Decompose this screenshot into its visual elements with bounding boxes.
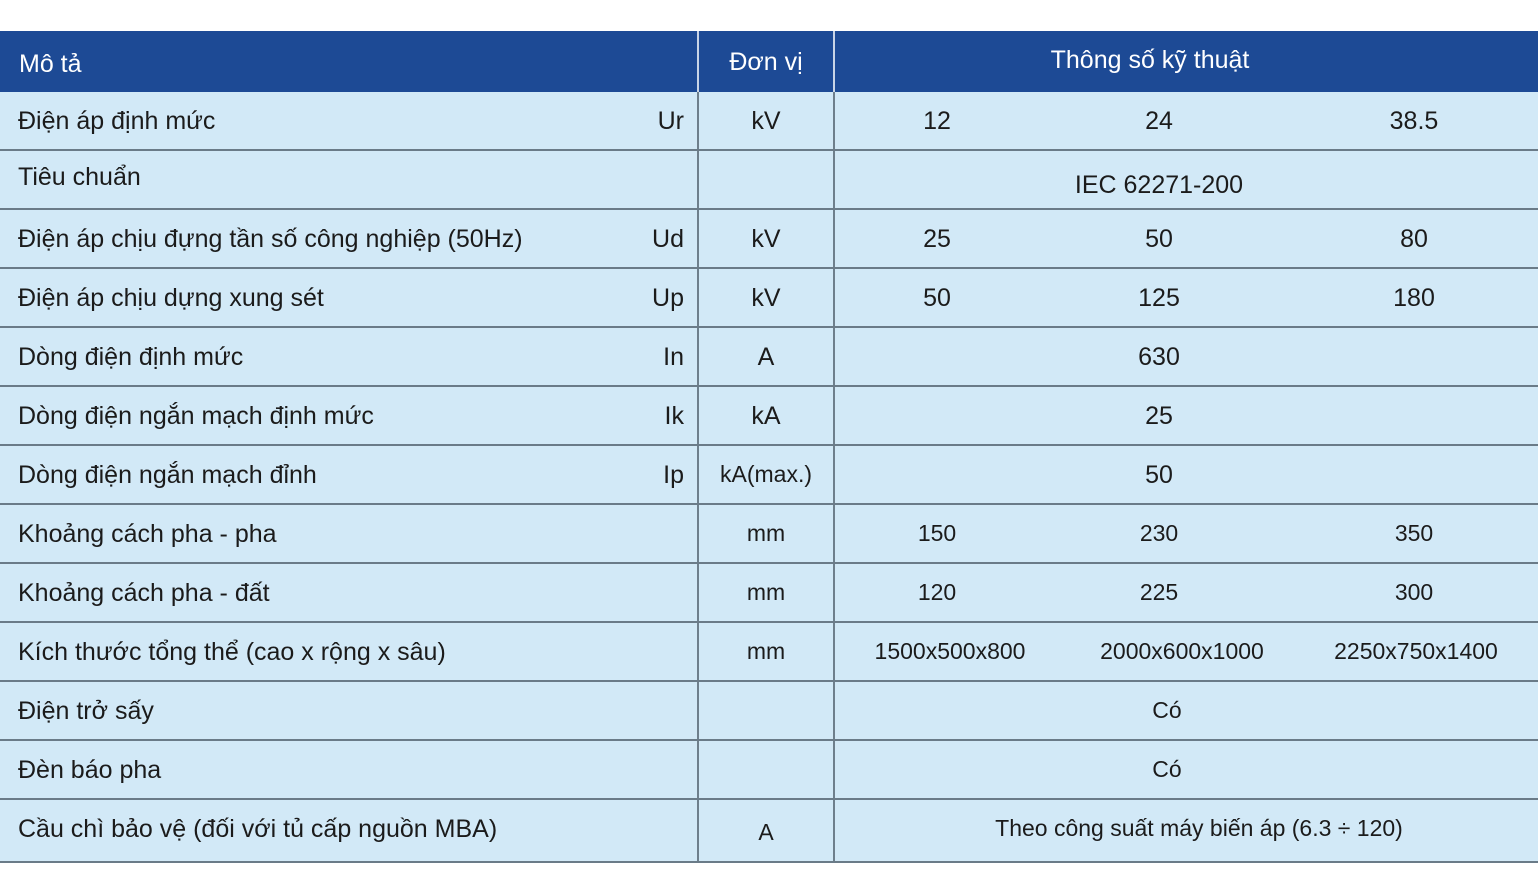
row-description: Điện trở sấy: [18, 697, 154, 725]
table-row: [0, 564, 1538, 623]
row-description: Điện áp chịu đựng tần số công nghiệp (50Hz): [18, 225, 523, 253]
row-symbol: Ip: [663, 461, 684, 489]
table-row: [0, 269, 1538, 328]
row-value-span: Có: [1152, 756, 1182, 782]
row-description: Điện áp định mức: [18, 107, 216, 135]
row-description: Khoảng cách pha - đất: [18, 579, 270, 607]
table-header: [0, 31, 1538, 92]
table-row: [0, 92, 1538, 151]
table-row: [0, 741, 1538, 800]
row-value: 2250x750x1400: [1334, 638, 1498, 664]
row-value: 125: [1138, 284, 1180, 312]
row-value: 50: [923, 284, 951, 312]
table-row: [0, 505, 1538, 564]
row-description: Cầu chì bảo vệ (đối với tủ cấp nguồn MBA): [18, 815, 498, 843]
row-value-span: 25: [1145, 402, 1173, 430]
row-value: 50: [1145, 225, 1173, 253]
row-symbol: Ik: [664, 402, 684, 430]
row-value: 180: [1393, 284, 1435, 312]
row-value-span: Theo công suất máy biến áp (6.3 ÷ 120): [995, 815, 1403, 841]
table-row: [0, 623, 1538, 682]
header-unit: Đơn vị: [729, 48, 803, 76]
row-value: 350: [1394, 520, 1434, 546]
row-unit: A: [757, 343, 775, 371]
row-unit: kA(max.): [720, 461, 812, 487]
table-row: [0, 446, 1538, 505]
header-description: Mô tả: [19, 50, 82, 78]
header-specification: Thông số kỹ thuật: [1050, 46, 1250, 74]
row-unit: kA: [751, 402, 781, 430]
row-unit: mm: [746, 520, 786, 546]
row-unit: kV: [751, 225, 781, 253]
row-symbol: Up: [652, 284, 684, 312]
row-value: 38.5: [1389, 107, 1439, 135]
row-unit: mm: [746, 638, 786, 664]
row-unit: mm: [746, 579, 786, 605]
row-symbol: Ur: [657, 107, 684, 135]
row-value: 25: [923, 225, 951, 253]
row-unit: A: [758, 819, 774, 845]
table-row: [0, 387, 1538, 446]
row-value-span: Có: [1152, 697, 1182, 723]
table-row: [0, 682, 1538, 741]
row-unit: kV: [751, 107, 781, 135]
row-description: Dòng điện ngắn mạch định mức: [18, 402, 374, 430]
row-value: 24: [1145, 107, 1173, 135]
row-description: Kích thước tổng thể (cao x rộng x sâu): [18, 638, 446, 666]
row-symbol: In: [663, 343, 684, 371]
row-description: Tiêu chuẩn: [18, 163, 141, 191]
row-symbol: Ud: [652, 225, 684, 253]
row-description: Dòng điện ngắn mạch đỉnh: [18, 461, 317, 489]
table-row: [0, 210, 1538, 269]
table-row: [0, 328, 1538, 387]
row-value: 1500x500x800: [874, 638, 1026, 664]
row-value: 120: [917, 579, 957, 605]
row-description: Khoảng cách pha - pha: [18, 520, 277, 548]
header-divider: [697, 31, 699, 92]
row-unit: kV: [751, 284, 781, 312]
row-value: 300: [1394, 579, 1434, 605]
table-row: [0, 800, 1538, 863]
header-divider: [833, 31, 835, 92]
row-value: 80: [1400, 225, 1428, 253]
row-value: 12: [923, 107, 951, 135]
row-value: 2000x600x1000: [1100, 638, 1264, 664]
row-value: 225: [1139, 579, 1179, 605]
row-description: Đèn báo pha: [18, 756, 162, 784]
table-row: [0, 151, 1538, 210]
row-value: 230: [1139, 520, 1179, 546]
row-value-span: 50: [1145, 461, 1173, 489]
spec-table: [0, 31, 1538, 863]
row-value: 150: [917, 520, 957, 546]
row-description: Dòng điện định mức: [18, 343, 244, 371]
row-value-span: IEC 62271-200: [1074, 171, 1244, 199]
row-value-span: 630: [1138, 343, 1180, 371]
row-description: Điện áp chịu dựng xung sét: [18, 284, 324, 312]
